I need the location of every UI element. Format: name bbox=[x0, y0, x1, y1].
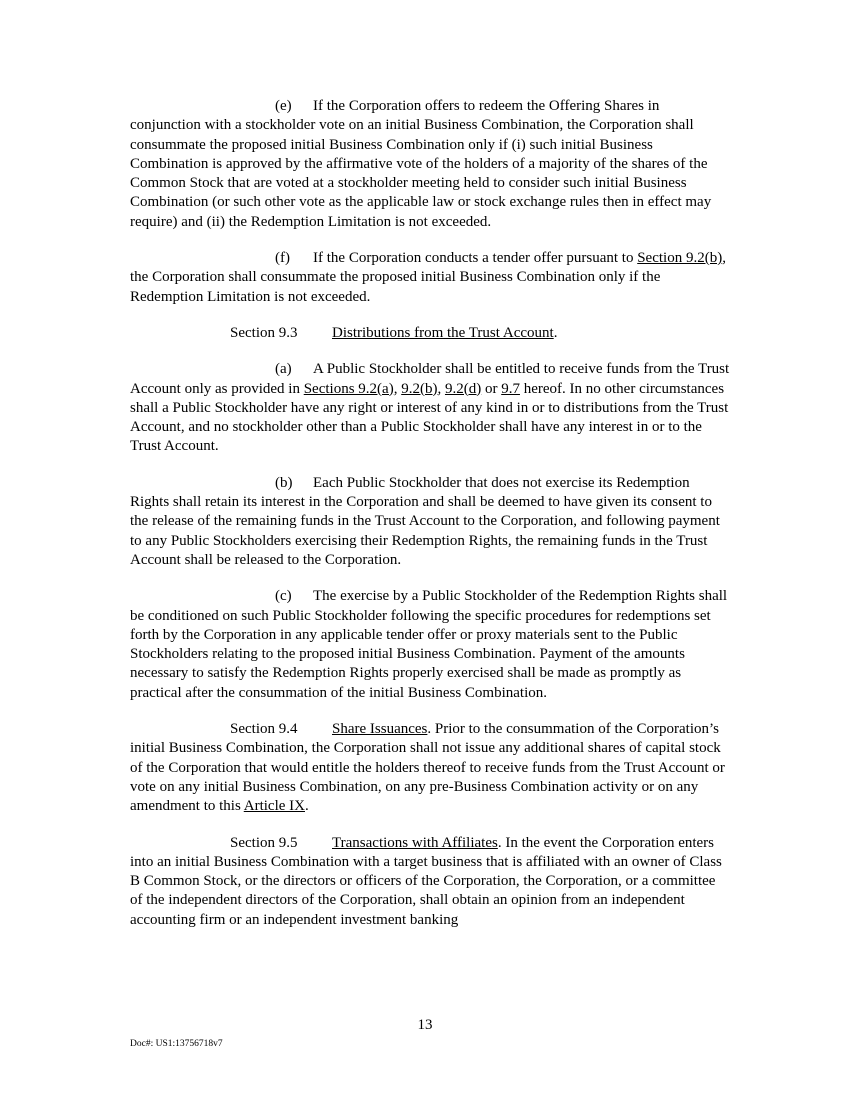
section-label: Section 9.3 bbox=[230, 324, 298, 341]
first-line-indent bbox=[130, 732, 230, 733]
first-line-indent bbox=[130, 336, 230, 337]
first-line-indent bbox=[130, 599, 275, 600]
section-label: Section 9.4 bbox=[230, 721, 298, 738]
document-body bbox=[130, 97, 731, 947]
paragraph-f bbox=[130, 249, 731, 307]
section-9-4-paragraph bbox=[130, 720, 731, 816]
paragraph-label: (e) bbox=[275, 98, 292, 114]
section-9-5-paragraph bbox=[130, 834, 731, 930]
paragraph-text: If the Corporation offers to redeem the Offering Shares in conjunction with a stockholder vote on an initial Business Combination, the Corporation shall consummate the proposed initial Business Combination only if (i) such initial Business Combination is approved by the affirmative vote of the holders of a majority of the shares of the Common Stock that are voted at a stockholder meeting held to consider such initial Business Combination (or such other vote as the applicable law or stock exchange rules then in effect may require) and (ii) the Redemption Limitation is not exceeded. bbox=[130, 98, 712, 230]
section-label: Section 9.5 bbox=[230, 834, 298, 851]
page-number: 13 bbox=[417, 1017, 433, 1033]
section-9-3-heading bbox=[130, 324, 731, 343]
paragraph-text: Each Public Stockholder that does not exercise its Redemption Rights shall retain its interest in the Corporation and shall be deemed to have given its consent to the release of the remaining funds in the Trust Account to the Corporation, and following payment to any Public Stockholders exercising their Redemption Rights, the remaining funds in the Trust Account shall be released to the Corporation. bbox=[130, 474, 720, 568]
paragraph-text: The exercise by a Public Stockholder of the Redemption Rights shall be conditioned on such Public Stockholder following the specific procedures for redemptions set forth by the Corporation in any applicable tender offer or proxy materials sent to the Public Stockholders relating to the proposed initial Business Combination. Payment of the amounts necessary to satisfy the Redemption Rights properly exercised shall be made as promptly as practical after the consummation of the initial Business Combination. bbox=[130, 588, 728, 701]
paragraph-c bbox=[130, 587, 731, 703]
section-text: Share Issuances. Prior to the consummation of the Corporation’s initial Business Combination, the Corporation shall not issue any additional shares of capital stock of the Corporation that would entitle the holders thereof to receive funds from the Trust Account or vote on any initial Business Combination, on any pre-Business Combination activity or on any amendment to this Article IX. bbox=[130, 721, 725, 815]
paragraph-label: (b) bbox=[275, 474, 293, 491]
paragraph-a bbox=[130, 360, 731, 456]
first-line-indent bbox=[130, 109, 275, 110]
paragraph-text: If the Corporation conducts a tender offer pursuant to Section 9.2(b), the Corporation shall consummate the proposed initial Business Combination only if the Redemption Limitation is not exceeded. bbox=[130, 250, 726, 305]
document-id-stamp: Doc#: US1:13756718v7 bbox=[130, 1039, 223, 1049]
first-line-indent bbox=[130, 261, 275, 262]
first-line-indent bbox=[130, 846, 230, 847]
paragraph-e bbox=[130, 97, 731, 232]
first-line-indent bbox=[130, 486, 275, 487]
section-text: Transactions with Affiliates. In the event the Corporation enters into an initial Business Combination with a target business that is affiliated with an owner of Class B Common Stock, or the directors or officers of the Corporation, the Corporation, or a committee of the independent directors of the Corporation, shall obtain an opinion from an independent accounting firm or an independent investment banking bbox=[130, 834, 722, 928]
section-title: Distributions from the Trust Account. bbox=[332, 324, 558, 341]
first-line-indent bbox=[130, 372, 275, 373]
paragraph-b bbox=[130, 474, 731, 570]
paragraph-label: (f) bbox=[275, 250, 290, 267]
paragraph-label: (c) bbox=[275, 588, 292, 605]
paragraph-text: A Public Stockholder shall be entitled to receive funds from the Trust Account only as provided in Sections 9.2(a), 9.2(b), 9.2(d) or 9.7 hereof. In no other circumstances shall a Public Stockholder have any right or interest of any kind in or to distributions from the Trust Account, and no stockholder other than a Public Stockholder shall have any interest in or to the Trust Account. bbox=[130, 361, 730, 455]
paragraph-label: (a) bbox=[275, 361, 292, 378]
